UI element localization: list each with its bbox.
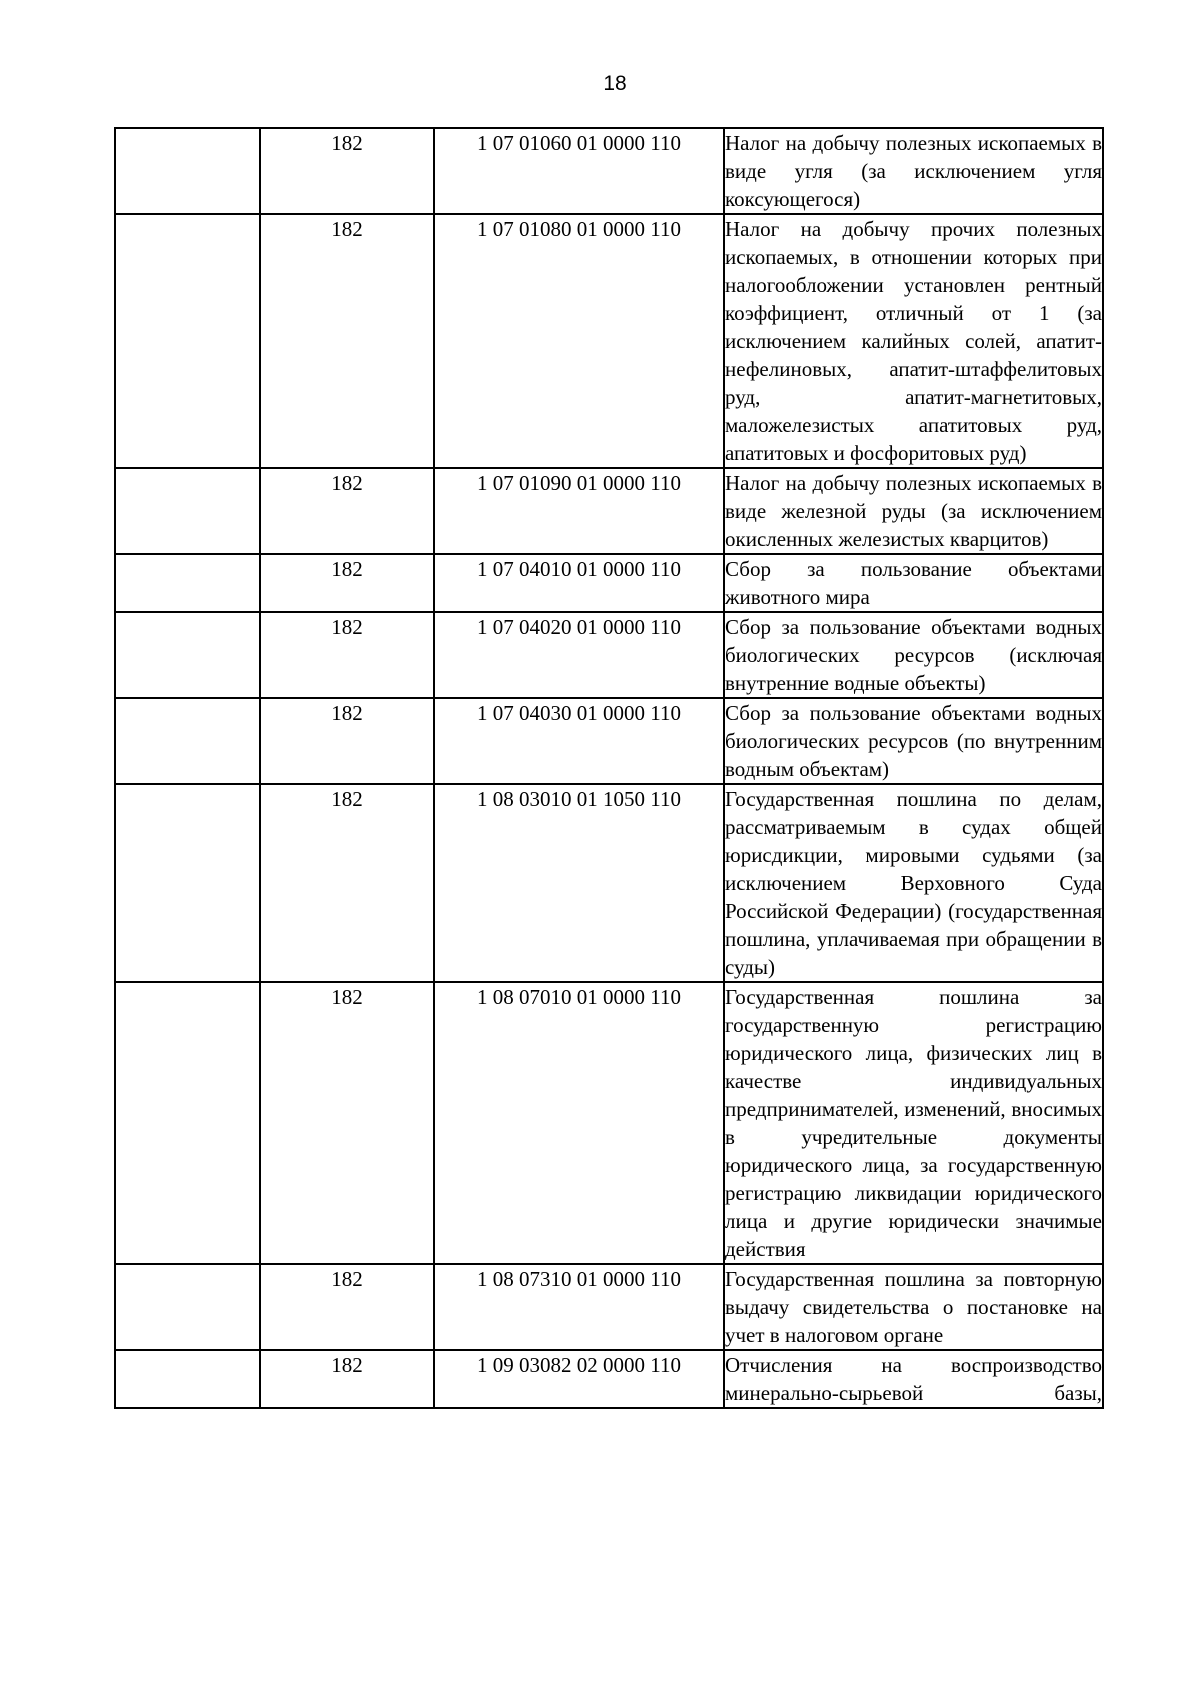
- admin-code-cell: 182: [260, 982, 434, 1264]
- row-number-cell: [115, 214, 260, 468]
- budget-code-cell: 1 07 04020 01 0000 110: [434, 612, 724, 698]
- row-number-cell: [115, 1350, 260, 1408]
- budget-code-cell: 1 07 04030 01 0000 110: [434, 698, 724, 784]
- revenue-name-cell: Налог на добычу полезных ископаемых в виде железной руды (за исключением окисленных железистых кварцитов): [724, 468, 1103, 554]
- revenue-name-cell: Налог на добычу полезных ископаемых в виде угля (за исключением угля коксующегося): [724, 128, 1103, 214]
- row-number-cell: [115, 612, 260, 698]
- table-row: [115, 468, 1103, 554]
- revenue-name-cell: Отчисления на воспроизводство минерально-сырьевой базы,: [724, 1350, 1103, 1408]
- row-number-cell: [115, 698, 260, 784]
- table-row: [115, 1350, 1103, 1408]
- table-row: [115, 214, 1103, 468]
- row-number-cell: [115, 128, 260, 214]
- revenue-name-cell: Государственная пошлина по делам, рассматриваемым в судах общей юрисдикции, мировыми судьями (за исключением Верховного Суда Российской Федерации) (государственная пошлина, уплачиваемая при обращении в суды): [724, 784, 1103, 982]
- table-row: [115, 698, 1103, 784]
- admin-code-cell: 182: [260, 784, 434, 982]
- row-number-cell: [115, 468, 260, 554]
- table-row: [115, 554, 1103, 612]
- revenue-name-cell: Государственная пошлина за повторную выдачу свидетельства о постановке на учет в налоговом органе: [724, 1264, 1103, 1350]
- table-row: [115, 128, 1103, 214]
- row-number-cell: [115, 784, 260, 982]
- table-row: [115, 784, 1103, 982]
- admin-code-cell: 182: [260, 214, 434, 468]
- budget-code-cell: 1 08 07010 01 0000 110: [434, 982, 724, 1264]
- table-row: [115, 612, 1103, 698]
- revenue-name-cell: Сбор за пользование объектами водных биологических ресурсов (исключая внутренние водные объекты): [724, 612, 1103, 698]
- revenue-name-cell: Сбор за пользование объектами животного мира: [724, 554, 1103, 612]
- budget-code-cell: 1 07 01060 01 0000 110: [434, 128, 724, 214]
- budget-code-cell: 1 07 04010 01 0000 110: [434, 554, 724, 612]
- admin-code-cell: 182: [260, 612, 434, 698]
- budget-code-cell: 1 07 01080 01 0000 110: [434, 214, 724, 468]
- table-body: [115, 128, 1103, 1408]
- revenue-name-cell: Налог на добычу прочих полезных ископаемых, в отношении которых при налогообложении установлен рентный коэффициент, отличный от 1 (за исключением калийных солей, апатит-нефелиновых, апатит-штаффелитовых руд, апатит-магнетитовых, маложелезистых апатитовых руд, апатитовых и фосфоритовых руд): [724, 214, 1103, 468]
- admin-code-cell: 182: [260, 468, 434, 554]
- budget-code-cell: 1 09 03082 02 0000 110: [434, 1350, 724, 1408]
- row-number-cell: [115, 554, 260, 612]
- budget-code-cell: 1 08 03010 01 1050 110: [434, 784, 724, 982]
- table-row: [115, 982, 1103, 1264]
- row-number-cell: [115, 982, 260, 1264]
- revenue-name-cell: Сбор за пользование объектами водных биологических ресурсов (по внутренним водным объектам): [724, 698, 1103, 784]
- admin-code-cell: 182: [260, 698, 434, 784]
- revenue-name-cell: Государственная пошлина за государственную регистрацию юридического лица, физических лиц в качестве индивидуальных предпринимателей, изменений, вносимых в учредительные документы юридического лица, за государственную регистрацию ликвидации юридического лица и другие юридически значимые действия: [724, 982, 1103, 1264]
- row-number-cell: [115, 1264, 260, 1350]
- revenue-codes-table: [114, 127, 1104, 1409]
- admin-code-cell: 182: [260, 1350, 434, 1408]
- admin-code-cell: 182: [260, 554, 434, 612]
- page-number: 18: [603, 72, 627, 95]
- budget-code-cell: 1 07 01090 01 0000 110: [434, 468, 724, 554]
- table-row: [115, 1264, 1103, 1350]
- admin-code-cell: 182: [260, 1264, 434, 1350]
- budget-code-cell: 1 08 07310 01 0000 110: [434, 1264, 724, 1350]
- admin-code-cell: 182: [260, 128, 434, 214]
